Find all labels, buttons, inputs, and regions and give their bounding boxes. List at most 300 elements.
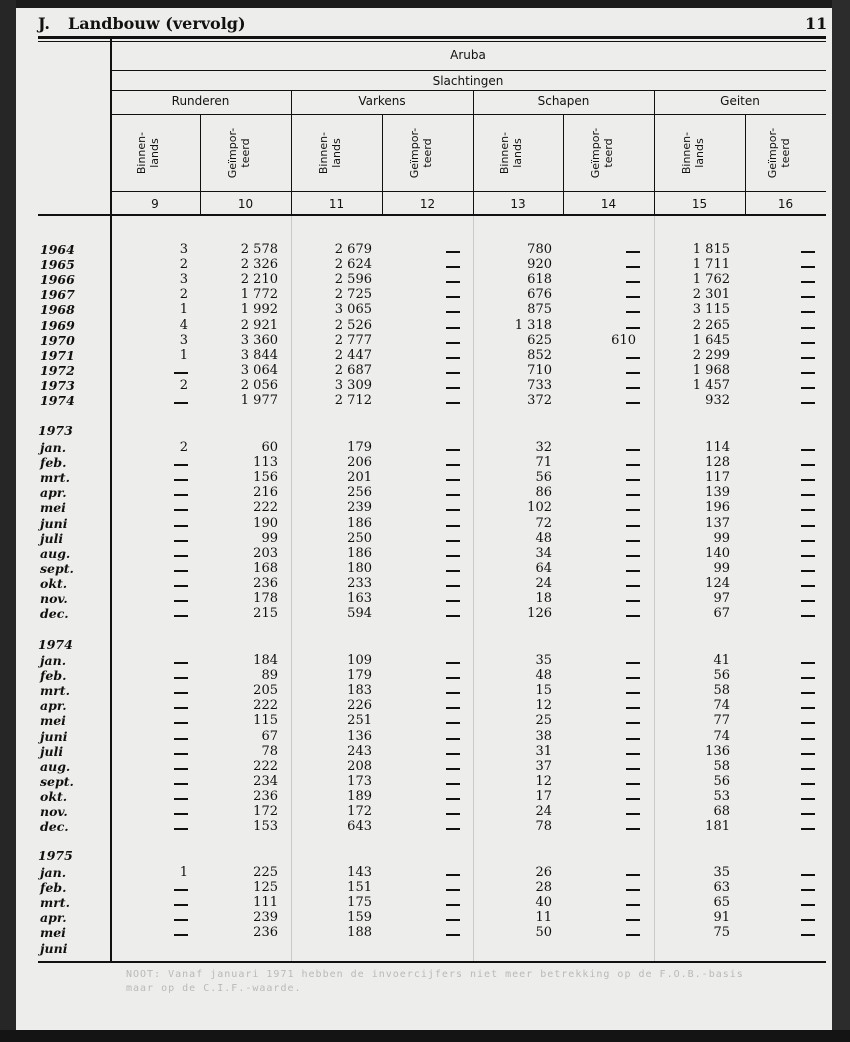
dash-cell — [801, 904, 815, 906]
data-cell: 1 711 — [692, 257, 730, 273]
data-cell: 2 777 — [334, 332, 372, 348]
data-cell: 233 — [347, 575, 372, 591]
bottom-rule — [38, 961, 826, 963]
dash-cell — [446, 738, 460, 740]
dash-cell — [174, 555, 188, 557]
group-heading: Geiten — [720, 94, 760, 108]
dash-cell — [174, 889, 188, 891]
data-cell: 208 — [347, 758, 372, 774]
data-cell: 226 — [347, 698, 372, 714]
dash-cell — [446, 327, 460, 329]
row-label: juni — [40, 728, 68, 744]
data-cell: 2 210 — [240, 272, 278, 288]
dash-cell — [801, 449, 815, 451]
data-cell: 109 — [347, 653, 372, 668]
dash-cell — [174, 722, 188, 724]
dash-cell — [801, 662, 815, 664]
dash-cell — [174, 783, 188, 785]
column-number: 10 — [237, 197, 254, 211]
data-cell: 2 447 — [334, 347, 372, 363]
row-label: apr. — [40, 910, 67, 926]
data-cell: 372 — [527, 393, 552, 408]
row-label: 1973 — [40, 377, 75, 393]
data-cell: 1 645 — [692, 332, 730, 348]
data-cell: 2 526 — [334, 317, 372, 333]
data-cell: 3 064 — [240, 362, 278, 378]
data-cell: 37 — [535, 758, 552, 774]
dash-cell — [626, 479, 640, 481]
data-cell: 222 — [253, 500, 278, 516]
dash-cell — [626, 372, 640, 374]
dash-cell — [174, 677, 188, 679]
row-label: jan. — [40, 653, 67, 668]
dash-cell — [801, 251, 815, 253]
data-cell: 239 — [347, 500, 372, 516]
dash-cell — [626, 615, 640, 617]
data-cell: 618 — [527, 272, 552, 288]
data-cell: 710 — [527, 362, 552, 378]
dash-cell — [801, 722, 815, 724]
dash-cell — [801, 600, 815, 602]
data-cell: 2 056 — [240, 377, 278, 393]
data-cell: 67 — [713, 606, 730, 622]
data-cell: 25 — [535, 713, 552, 729]
data-cell: 203 — [253, 545, 278, 561]
data-cell: 205 — [253, 683, 278, 699]
row-label: feb. — [40, 668, 67, 684]
data-cell: 125 — [253, 880, 278, 896]
dash-cell — [446, 479, 460, 481]
data-cell: 216 — [253, 485, 278, 501]
column-number: 13 — [510, 197, 526, 211]
dash-cell — [174, 540, 188, 542]
row-label: 1969 — [40, 317, 75, 333]
data-cell: 77 — [713, 713, 730, 729]
data-cell: 178 — [253, 591, 278, 606]
data-cell: 151 — [347, 880, 372, 896]
page-number: 11 — [805, 14, 828, 33]
data-cell: 920 — [527, 257, 552, 273]
row-label: apr. — [40, 485, 67, 501]
footnote: NOOT: Vanaf januari 1971 hebben de invoercijfers niet meer betrekking op de F.O.B.-basis maar op de C.I.F.-waarde. — [126, 969, 744, 994]
row-label: sept. — [40, 560, 74, 576]
data-cell: 1 977 — [240, 393, 278, 408]
data-cell: 32 — [535, 440, 552, 455]
dash-cell — [801, 934, 815, 936]
dash-cell — [801, 783, 815, 785]
dash-cell — [446, 357, 460, 359]
subhead-binnenlands: Binnen- lands — [679, 131, 706, 175]
dash-cell — [801, 889, 815, 891]
dash-cell — [801, 342, 815, 344]
data-cell: 2 725 — [334, 287, 372, 303]
row-label: 1974 — [40, 393, 75, 408]
dash-cell — [174, 509, 188, 511]
subhead-geimporteerd: Geïmpor- teerd — [765, 127, 792, 179]
dash-cell — [626, 509, 640, 511]
data-cell: 56 — [535, 470, 552, 486]
row-label: 1970 — [40, 332, 75, 348]
dash-cell — [446, 753, 460, 755]
data-cell: 113 — [253, 455, 278, 471]
dash-cell — [626, 904, 640, 906]
dash-cell — [446, 342, 460, 344]
data-cell: 65 — [713, 895, 730, 911]
dash-cell — [446, 540, 460, 542]
dash-cell — [626, 251, 640, 253]
dash-cell — [446, 494, 460, 496]
data-cell: 3 360 — [240, 332, 278, 348]
dash-cell — [446, 798, 460, 800]
data-cell: 34 — [535, 545, 552, 561]
data-cell: 780 — [527, 242, 552, 257]
row-label: dec. — [40, 819, 69, 835]
data-cell: 236 — [253, 575, 278, 591]
data-cell: 3 065 — [334, 302, 372, 318]
stub-rule — [110, 38, 112, 963]
dash-cell — [801, 311, 815, 313]
data-cell: 733 — [527, 377, 552, 393]
row-label: jan. — [40, 865, 67, 880]
dash-cell — [446, 783, 460, 785]
data-cell: 58 — [713, 683, 730, 699]
dash-cell — [174, 402, 188, 404]
dash-cell — [626, 738, 640, 740]
data-cell: 99 — [261, 530, 278, 546]
dash-cell — [446, 904, 460, 906]
data-cell: 184 — [253, 653, 278, 668]
data-cell: 136 — [705, 743, 730, 759]
dash-cell — [174, 738, 188, 740]
row-label: okt. — [40, 788, 68, 804]
data-cell: 643 — [347, 819, 372, 835]
dash-cell — [626, 919, 640, 921]
dash-cell — [446, 296, 460, 298]
data-cell: 17 — [535, 788, 552, 804]
column-number: 9 — [151, 197, 159, 211]
data-cell: 28 — [535, 880, 552, 896]
dash-cell — [446, 828, 460, 830]
dash-cell — [801, 798, 815, 800]
data-cell: 2 712 — [334, 393, 372, 408]
dash-cell — [626, 311, 640, 313]
dash-cell — [446, 813, 460, 815]
dash-cell — [174, 464, 188, 466]
data-cell: 2 — [179, 377, 188, 393]
dash-cell — [174, 919, 188, 921]
dash-cell — [626, 540, 640, 542]
data-cell: 2 596 — [334, 272, 372, 288]
dash-cell — [801, 540, 815, 542]
data-cell: 4 — [179, 317, 188, 333]
dash-cell — [801, 372, 815, 374]
data-cell: 172 — [253, 804, 278, 819]
dash-cell — [446, 874, 460, 876]
dash-cell — [801, 402, 815, 404]
data-cell: 124 — [705, 575, 730, 591]
row-label: dec. — [40, 606, 69, 622]
subhead-geimporteerd: Geïmpor- teerd — [407, 127, 434, 179]
row-label: 1972 — [40, 362, 75, 378]
dash-cell — [626, 281, 640, 283]
data-cell: 63 — [713, 880, 730, 896]
row-label: aug. — [40, 545, 71, 561]
row-label: juni — [40, 515, 68, 531]
year-heading: 1974 — [38, 637, 73, 652]
data-cell: 115 — [253, 713, 278, 729]
data-cell: 143 — [347, 865, 372, 880]
year-heading: 1973 — [38, 423, 73, 438]
column-number: 11 — [328, 197, 345, 211]
row-label: mei — [40, 500, 66, 516]
dash-cell — [174, 600, 188, 602]
data-cell: 250 — [347, 530, 372, 546]
data-cell: 186 — [347, 515, 372, 531]
data-cell: 179 — [347, 440, 372, 455]
data-cell: 74 — [713, 698, 730, 714]
dash-cell — [801, 585, 815, 587]
table-subtitle: Slachtingen — [432, 74, 504, 88]
dash-cell — [446, 266, 460, 268]
data-cell: 78 — [535, 819, 552, 835]
dash-cell — [801, 494, 815, 496]
row-label: apr. — [40, 698, 67, 714]
data-cell: 186 — [347, 545, 372, 561]
dash-cell — [626, 692, 640, 694]
dash-cell — [174, 494, 188, 496]
data-cell: 852 — [527, 347, 552, 363]
dash-cell — [446, 707, 460, 709]
row-label: sept. — [40, 773, 74, 789]
data-cell: 625 — [527, 332, 552, 348]
data-cell: 234 — [253, 773, 278, 789]
data-cell: 1 457 — [692, 377, 730, 393]
dash-cell — [446, 934, 460, 936]
dash-cell — [174, 570, 188, 572]
data-cell: 97 — [713, 591, 730, 606]
dash-cell — [801, 357, 815, 359]
subhead-geimporteerd: Geïmpor- teerd — [588, 127, 615, 179]
dash-cell — [626, 798, 640, 800]
dash-cell — [446, 768, 460, 770]
data-cell: 1 992 — [240, 302, 278, 318]
data-cell: 3 844 — [240, 347, 278, 363]
data-cell: 183 — [347, 683, 372, 699]
data-cell: 239 — [253, 910, 278, 926]
data-cell: 3 — [179, 332, 188, 348]
data-cell: 117 — [705, 470, 730, 486]
data-cell: 3 — [179, 242, 188, 257]
dash-cell — [446, 662, 460, 664]
dash-cell — [446, 311, 460, 313]
dash-cell — [626, 783, 640, 785]
data-cell: 225 — [253, 865, 278, 880]
data-cell: 26 — [535, 865, 552, 880]
data-cell: 2 624 — [334, 257, 372, 273]
row-label: 1966 — [40, 272, 75, 288]
dash-cell — [801, 555, 815, 557]
column-number: 14 — [600, 197, 617, 211]
row-label: feb. — [40, 455, 67, 471]
data-cell: 86 — [535, 485, 552, 501]
region-rule — [110, 70, 826, 71]
dash-cell — [446, 281, 460, 283]
dash-cell — [174, 753, 188, 755]
row-label: 1964 — [40, 242, 75, 257]
data-cell: 99 — [713, 560, 730, 576]
header-rule — [38, 36, 826, 39]
dash-cell — [626, 464, 640, 466]
dash-cell — [446, 919, 460, 921]
dash-cell — [446, 677, 460, 679]
data-cell: 2 — [179, 287, 188, 303]
data-cell: 222 — [253, 758, 278, 774]
data-cell: 60 — [261, 440, 278, 455]
dash-cell — [626, 266, 640, 268]
dash-cell — [801, 813, 815, 815]
data-cell: 206 — [347, 455, 372, 471]
dash-cell — [174, 615, 188, 617]
dash-cell — [626, 357, 640, 359]
data-cell: 41 — [713, 653, 730, 668]
header-rule-thin — [38, 41, 826, 42]
subhead-binnenlands: Binnen- lands — [135, 131, 161, 175]
data-cell: 180 — [347, 560, 372, 576]
data-cell: 173 — [347, 773, 372, 789]
data-cell: 256 — [347, 485, 372, 501]
data-cell: 139 — [705, 485, 730, 501]
data-cell: 114 — [705, 440, 730, 455]
row-label: jan. — [40, 440, 67, 455]
row-label: mrt. — [40, 683, 70, 699]
row-label: mrt. — [40, 470, 70, 486]
data-cell: 175 — [347, 895, 372, 911]
row-label: okt. — [40, 575, 68, 591]
data-cell: 2 299 — [692, 347, 730, 363]
data-cell: 99 — [713, 530, 730, 546]
dash-cell — [626, 402, 640, 404]
data-cell: 91 — [713, 910, 730, 926]
document-page — [16, 8, 832, 1030]
dash-cell — [446, 372, 460, 374]
dash-cell — [801, 509, 815, 511]
data-cell: 215 — [253, 606, 278, 622]
dash-cell — [446, 600, 460, 602]
data-cell: 243 — [347, 743, 372, 759]
data-cell: 64 — [535, 560, 552, 576]
dash-cell — [626, 753, 640, 755]
dash-cell — [446, 555, 460, 557]
dash-cell — [626, 555, 640, 557]
data-cell: 188 — [347, 925, 372, 941]
data-cell: 610 — [611, 332, 636, 348]
subhead-binnenlands: Binnen- lands — [498, 131, 524, 175]
data-cell: 75 — [713, 925, 730, 941]
data-cell: 38 — [535, 728, 552, 744]
data-cell: 236 — [253, 788, 278, 804]
dash-cell — [801, 525, 815, 527]
data-cell: 2 578 — [240, 242, 278, 257]
data-cell: 875 — [527, 302, 552, 318]
dash-cell — [801, 707, 815, 709]
dash-cell — [174, 662, 188, 664]
page-title: Landbouw (vervolg) — [68, 14, 246, 33]
data-cell: 53 — [713, 788, 730, 804]
dash-cell — [446, 402, 460, 404]
data-cell: 251 — [347, 713, 372, 729]
dash-cell — [626, 570, 640, 572]
data-cell: 50 — [535, 925, 552, 941]
dash-cell — [174, 707, 188, 709]
data-cell: 222 — [253, 698, 278, 714]
data-cell: 163 — [347, 591, 372, 606]
dash-cell — [801, 753, 815, 755]
data-cell: 932 — [705, 393, 730, 408]
data-cell: 15 — [535, 683, 552, 699]
data-cell: 56 — [713, 773, 730, 789]
data-cell: 137 — [705, 515, 730, 531]
row-label: aug. — [40, 758, 71, 774]
dash-cell — [174, 525, 188, 527]
dash-cell — [626, 677, 640, 679]
dash-cell — [626, 449, 640, 451]
dash-cell — [626, 934, 640, 936]
data-cell: 168 — [253, 560, 278, 576]
dash-cell — [446, 692, 460, 694]
dash-cell — [446, 525, 460, 527]
dash-cell — [174, 828, 188, 830]
dash-cell — [801, 738, 815, 740]
data-cell: 2 326 — [240, 257, 278, 273]
data-cell: 24 — [535, 575, 552, 591]
dash-cell — [801, 677, 815, 679]
row-label: mei — [40, 925, 66, 941]
data-cell: 2 — [179, 257, 188, 273]
dash-cell — [446, 570, 460, 572]
column-number: 16 — [777, 197, 794, 211]
data-cell: 140 — [705, 545, 730, 561]
dash-cell — [446, 464, 460, 466]
dash-cell — [446, 387, 460, 389]
dash-cell — [626, 828, 640, 830]
dash-cell — [801, 692, 815, 694]
data-cell: 1 762 — [692, 272, 730, 288]
dash-cell — [626, 662, 640, 664]
row-label: nov. — [40, 591, 68, 606]
dash-cell — [801, 570, 815, 572]
data-cell: 18 — [535, 591, 552, 606]
scan-left-edge — [0, 0, 16, 1042]
data-cell: 40 — [535, 895, 552, 911]
data-cell: 172 — [347, 804, 372, 819]
data-cell: 2 301 — [692, 287, 730, 303]
data-cell: 3 — [179, 272, 188, 288]
subhead-geimporteerd: Geïmpor- teerd — [225, 127, 252, 179]
dash-cell — [446, 449, 460, 451]
dash-cell — [174, 692, 188, 694]
data-cell: 159 — [347, 910, 372, 926]
data-cell: 11 — [535, 910, 552, 926]
row-label: 1971 — [40, 347, 75, 363]
data-cell: 58 — [713, 758, 730, 774]
dash-cell — [626, 387, 640, 389]
data-cell: 71 — [535, 455, 552, 471]
data-cell: 12 — [535, 773, 552, 789]
group-rule — [110, 114, 826, 115]
dash-cell — [446, 251, 460, 253]
data-cell: 56 — [713, 668, 730, 684]
column-number: 15 — [691, 197, 708, 211]
